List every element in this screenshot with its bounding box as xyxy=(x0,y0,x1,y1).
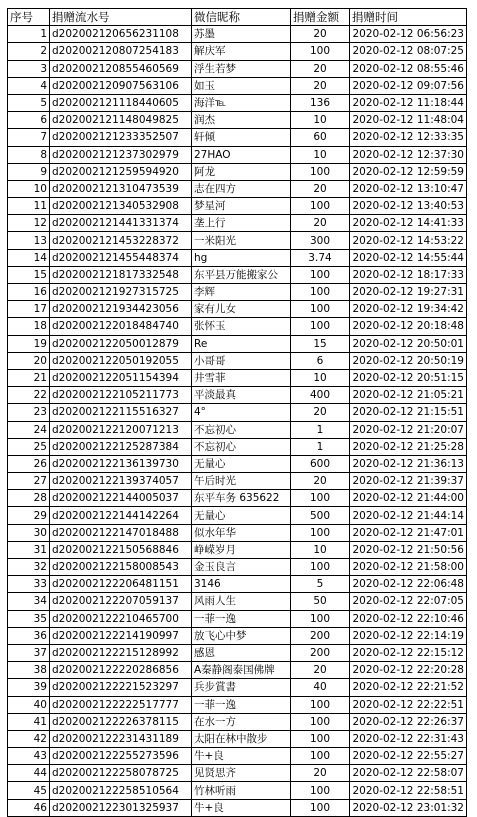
cell-serial: d202002122120071213 xyxy=(50,421,192,438)
cell-time: 2020-02-12 23:01:32 xyxy=(350,799,467,816)
cell-amount: 20 xyxy=(291,60,350,77)
cell-time: 2020-02-12 20:50:19 xyxy=(350,352,467,369)
cell-nickname: 3146 xyxy=(192,576,291,593)
cell-time: 2020-02-12 13:10:47 xyxy=(350,180,467,197)
cell-serial: d202002122144005037 xyxy=(50,490,192,507)
cell-time: 2020-02-12 21:50:56 xyxy=(350,541,467,558)
table-row xyxy=(8,473,467,490)
cell-nickname: 无量心 xyxy=(192,455,291,472)
cell-amount: 100 xyxy=(291,799,350,816)
cell-time: 2020-02-12 21:36:13 xyxy=(350,455,467,472)
header-row xyxy=(8,9,467,26)
cell-time: 2020-02-12 22:14:19 xyxy=(350,627,467,644)
cell-serial: d202002122105211773 xyxy=(50,387,192,404)
cell-nickname: 不忘初心 xyxy=(192,421,291,438)
cell-serial: d202002122255273596 xyxy=(50,748,192,765)
cell-time: 2020-02-12 22:26:37 xyxy=(350,713,467,730)
table-row xyxy=(8,541,467,558)
header-time: 捐赠时间 xyxy=(350,9,467,26)
cell-nickname: 梦星河 xyxy=(192,198,291,215)
cell-serial: d202002121233352507 xyxy=(50,129,192,146)
cell-serial: d202002122136139730 xyxy=(50,455,192,472)
table-row xyxy=(8,782,467,799)
cell-amount: 20 xyxy=(291,473,350,490)
cell-time: 2020-02-12 18:17:33 xyxy=(350,266,467,283)
cell-time: 2020-02-12 08:55:46 xyxy=(350,60,467,77)
cell-seq: 43 xyxy=(8,748,50,765)
cell-seq: 28 xyxy=(8,490,50,507)
table-row xyxy=(8,163,467,180)
table-row xyxy=(8,696,467,713)
cell-time: 2020-02-12 12:37:30 xyxy=(350,146,467,163)
cell-nickname: 如玉 xyxy=(192,77,291,94)
cell-seq: 30 xyxy=(8,524,50,541)
cell-nickname: 一菲一逸 xyxy=(192,696,291,713)
cell-serial: d202002122158008543 xyxy=(50,559,192,576)
cell-time: 2020-02-12 22:07:05 xyxy=(350,593,467,610)
cell-seq: 23 xyxy=(8,404,50,421)
cell-nickname: 一菲一逸 xyxy=(192,610,291,627)
cell-serial: d202002122221523297 xyxy=(50,679,192,696)
cell-amount: 1 xyxy=(291,421,350,438)
cell-amount: 10 xyxy=(291,369,350,386)
cell-time: 2020-02-12 22:20:28 xyxy=(350,662,467,679)
cell-time: 2020-02-12 12:33:35 xyxy=(350,129,467,146)
table-row xyxy=(8,507,467,524)
cell-serial: d202002122139374057 xyxy=(50,473,192,490)
cell-time: 2020-02-12 20:50:01 xyxy=(350,335,467,352)
table-row xyxy=(8,112,467,129)
cell-serial: d202002121441331374 xyxy=(50,215,192,232)
cell-amount: 100 xyxy=(291,301,350,318)
cell-seq: 9 xyxy=(8,163,50,180)
cell-serial: d202002121934423056 xyxy=(50,301,192,318)
cell-seq: 33 xyxy=(8,576,50,593)
cell-amount: 100 xyxy=(291,163,350,180)
cell-time: 2020-02-12 22:31:43 xyxy=(350,730,467,747)
cell-nickname: 海洋℡ xyxy=(192,94,291,111)
table-row xyxy=(8,352,467,369)
cell-seq: 37 xyxy=(8,644,50,661)
cell-time: 2020-02-12 19:27:31 xyxy=(350,284,467,301)
table-row xyxy=(8,713,467,730)
cell-serial: d202002122144142264 xyxy=(50,507,192,524)
cell-seq: 12 xyxy=(8,215,50,232)
cell-seq: 40 xyxy=(8,696,50,713)
cell-amount: 100 xyxy=(291,559,350,576)
cell-time: 2020-02-12 06:56:23 xyxy=(350,26,467,43)
cell-time: 2020-02-12 21:20:07 xyxy=(350,421,467,438)
cell-serial: d202002121237302979 xyxy=(50,146,192,163)
cell-time: 2020-02-12 22:22:51 xyxy=(350,696,467,713)
cell-serial: d202002121148049825 xyxy=(50,112,192,129)
table-row xyxy=(8,730,467,747)
table-row xyxy=(8,26,467,43)
cell-seq: 25 xyxy=(8,438,50,455)
table-row xyxy=(8,610,467,627)
cell-serial: d202002122222517777 xyxy=(50,696,192,713)
table-row xyxy=(8,799,467,816)
table-row xyxy=(8,94,467,111)
cell-amount: 10 xyxy=(291,146,350,163)
cell-nickname: 见贤思齐 xyxy=(192,765,291,782)
table-row xyxy=(8,679,467,696)
table-row xyxy=(8,369,467,386)
cell-serial: d202002121927315725 xyxy=(50,284,192,301)
cell-amount: 20 xyxy=(291,215,350,232)
cell-serial: d202002120907563106 xyxy=(50,77,192,94)
cell-amount: 100 xyxy=(291,284,350,301)
table-row xyxy=(8,627,467,644)
table-row xyxy=(8,198,467,215)
cell-time: 2020-02-12 13:40:53 xyxy=(350,198,467,215)
cell-time: 2020-02-12 14:55:44 xyxy=(350,249,467,266)
cell-seq: 8 xyxy=(8,146,50,163)
cell-amount: 100 xyxy=(291,696,350,713)
cell-amount: 15 xyxy=(291,335,350,352)
cell-time: 2020-02-12 22:15:12 xyxy=(350,644,467,661)
cell-nickname: 兵步賞書 xyxy=(192,679,291,696)
header-serial: 捐赠流水号 xyxy=(50,9,192,26)
cell-seq: 15 xyxy=(8,266,50,283)
cell-seq: 18 xyxy=(8,318,50,335)
cell-seq: 14 xyxy=(8,249,50,266)
cell-time: 2020-02-12 21:05:21 xyxy=(350,387,467,404)
cell-seq: 4 xyxy=(8,77,50,94)
cell-serial: d202002121817332548 xyxy=(50,266,192,283)
table-row xyxy=(8,318,467,335)
cell-amount: 1 xyxy=(291,438,350,455)
cell-nickname: 太阳在林中散步 xyxy=(192,730,291,747)
cell-seq: 34 xyxy=(8,593,50,610)
cell-seq: 13 xyxy=(8,232,50,249)
cell-nickname: 小哥哥 xyxy=(192,352,291,369)
cell-nickname: 牛+良 xyxy=(192,799,291,816)
table-row xyxy=(8,335,467,352)
cell-time: 2020-02-12 21:39:37 xyxy=(350,473,467,490)
cell-seq: 44 xyxy=(8,765,50,782)
table-row xyxy=(8,60,467,77)
cell-seq: 42 xyxy=(8,730,50,747)
cell-amount: 100 xyxy=(291,524,350,541)
cell-seq: 10 xyxy=(8,180,50,197)
cell-seq: 46 xyxy=(8,799,50,816)
cell-seq: 19 xyxy=(8,335,50,352)
cell-serial: d202002122301325937 xyxy=(50,799,192,816)
cell-nickname: 家有儿女 xyxy=(192,301,291,318)
cell-serial: d202002122214190997 xyxy=(50,627,192,644)
cell-seq: 22 xyxy=(8,387,50,404)
cell-time: 2020-02-12 21:44:00 xyxy=(350,490,467,507)
cell-amount: 500 xyxy=(291,507,350,524)
cell-time: 2020-02-12 21:25:28 xyxy=(350,438,467,455)
cell-nickname: 27HAO xyxy=(192,146,291,163)
table-row xyxy=(8,576,467,593)
header-nickname: 微信昵称 xyxy=(192,9,291,26)
table-row xyxy=(8,644,467,661)
cell-amount: 100 xyxy=(291,610,350,627)
cell-seq: 31 xyxy=(8,541,50,558)
cell-serial: d202002120656231108 xyxy=(50,26,192,43)
cell-amount: 3.74 xyxy=(291,249,350,266)
table-row xyxy=(8,662,467,679)
cell-time: 2020-02-12 14:53:22 xyxy=(350,232,467,249)
cell-nickname: 放飞心中梦 xyxy=(192,627,291,644)
table-row xyxy=(8,43,467,60)
cell-serial: d202002120855460569 xyxy=(50,60,192,77)
table-row xyxy=(8,180,467,197)
cell-seq: 27 xyxy=(8,473,50,490)
cell-nickname: 平淡最真 xyxy=(192,387,291,404)
cell-time: 2020-02-12 11:48:04 xyxy=(350,112,467,129)
cell-time: 2020-02-12 22:06:48 xyxy=(350,576,467,593)
cell-nickname: 志在四方 xyxy=(192,180,291,197)
table-row xyxy=(8,129,467,146)
cell-amount: 100 xyxy=(291,748,350,765)
cell-serial: d202002122125287384 xyxy=(50,438,192,455)
cell-time: 2020-02-12 11:18:44 xyxy=(350,94,467,111)
cell-amount: 10 xyxy=(291,112,350,129)
table-row xyxy=(8,748,467,765)
table-row xyxy=(8,301,467,318)
cell-serial: d202002122206481151 xyxy=(50,576,192,593)
cell-time: 2020-02-12 22:58:07 xyxy=(350,765,467,782)
table-row xyxy=(8,266,467,283)
cell-time: 2020-02-12 21:47:01 xyxy=(350,524,467,541)
cell-seq: 41 xyxy=(8,713,50,730)
cell-nickname: 似水年华 xyxy=(192,524,291,541)
table-row xyxy=(8,232,467,249)
cell-serial: d202002122210465700 xyxy=(50,610,192,627)
table-row xyxy=(8,524,467,541)
cell-serial: d202002122220286856 xyxy=(50,662,192,679)
cell-time: 2020-02-12 12:59:59 xyxy=(350,163,467,180)
cell-amount: 300 xyxy=(291,232,350,249)
table-row xyxy=(8,421,467,438)
table-row xyxy=(8,490,467,507)
cell-amount: 20 xyxy=(291,77,350,94)
table-row xyxy=(8,284,467,301)
cell-time: 2020-02-12 22:55:27 xyxy=(350,748,467,765)
table-row xyxy=(8,77,467,94)
table-body xyxy=(8,26,467,817)
header-seq: 序号 xyxy=(8,9,50,26)
cell-seq: 39 xyxy=(8,679,50,696)
cell-nickname: 风雨人生 xyxy=(192,593,291,610)
cell-amount: 60 xyxy=(291,129,350,146)
cell-seq: 2 xyxy=(8,43,50,60)
cell-amount: 20 xyxy=(291,26,350,43)
cell-amount: 50 xyxy=(291,593,350,610)
cell-amount: 40 xyxy=(291,679,350,696)
cell-serial: d202002122150568846 xyxy=(50,541,192,558)
cell-nickname: 东平县万能搬家公 xyxy=(192,266,291,283)
cell-nickname: 竹林听雨 xyxy=(192,782,291,799)
header-amount: 捐赠金额 xyxy=(291,9,350,26)
cell-serial: d202002122258510564 xyxy=(50,782,192,799)
cell-seq: 1 xyxy=(8,26,50,43)
cell-seq: 35 xyxy=(8,610,50,627)
cell-nickname: 在水一方 xyxy=(192,713,291,730)
cell-seq: 16 xyxy=(8,284,50,301)
cell-nickname: 阿龙 xyxy=(192,163,291,180)
cell-seq: 5 xyxy=(8,94,50,111)
table-row xyxy=(8,438,467,455)
cell-seq: 45 xyxy=(8,782,50,799)
cell-nickname: 轩倾 xyxy=(192,129,291,146)
cell-nickname: 垄上行 xyxy=(192,215,291,232)
cell-nickname: A秦静阁泰国佛牌 xyxy=(192,662,291,679)
cell-amount: 600 xyxy=(291,455,350,472)
cell-nickname: 东平车务 635622 xyxy=(192,490,291,507)
cell-nickname: 4° xyxy=(192,404,291,421)
cell-seq: 11 xyxy=(8,198,50,215)
cell-nickname: hg xyxy=(192,249,291,266)
cell-amount: 20 xyxy=(291,404,350,421)
table-row xyxy=(8,387,467,404)
cell-nickname: 一米阳光 xyxy=(192,232,291,249)
cell-nickname: 无量心 xyxy=(192,507,291,524)
cell-amount: 10 xyxy=(291,541,350,558)
cell-seq: 3 xyxy=(8,60,50,77)
table-row xyxy=(8,593,467,610)
cell-amount: 6 xyxy=(291,352,350,369)
table-row xyxy=(8,249,467,266)
cell-time: 2020-02-12 20:18:48 xyxy=(350,318,467,335)
donation-table xyxy=(7,8,467,817)
cell-serial: d202002121453228372 xyxy=(50,232,192,249)
cell-amount: 20 xyxy=(291,765,350,782)
cell-serial: d202002121259594920 xyxy=(50,163,192,180)
cell-amount: 100 xyxy=(291,318,350,335)
cell-time: 2020-02-12 19:34:42 xyxy=(350,301,467,318)
cell-seq: 17 xyxy=(8,301,50,318)
cell-serial: d202002120807254183 xyxy=(50,43,192,60)
cell-amount: 100 xyxy=(291,782,350,799)
cell-amount: 100 xyxy=(291,713,350,730)
cell-time: 2020-02-12 22:21:52 xyxy=(350,679,467,696)
cell-nickname: 午后时光 xyxy=(192,473,291,490)
cell-amount: 5 xyxy=(291,576,350,593)
cell-seq: 32 xyxy=(8,559,50,576)
table-row xyxy=(8,215,467,232)
cell-nickname: Re xyxy=(192,335,291,352)
cell-serial: d202002122258078725 xyxy=(50,765,192,782)
cell-nickname: 井雪菲 xyxy=(192,369,291,386)
cell-amount: 20 xyxy=(291,180,350,197)
cell-amount: 100 xyxy=(291,266,350,283)
cell-seq: 6 xyxy=(8,112,50,129)
table-row xyxy=(8,455,467,472)
cell-seq: 24 xyxy=(8,421,50,438)
cell-nickname: 峥嵘岁月 xyxy=(192,541,291,558)
cell-time: 2020-02-12 14:41:33 xyxy=(350,215,467,232)
cell-amount: 100 xyxy=(291,490,350,507)
cell-serial: d202002121118440605 xyxy=(50,94,192,111)
cell-time: 2020-02-12 21:15:51 xyxy=(350,404,467,421)
cell-serial: d202002122050012879 xyxy=(50,335,192,352)
cell-time: 2020-02-12 21:58:00 xyxy=(350,559,467,576)
cell-serial: d202002122226378115 xyxy=(50,713,192,730)
cell-serial: d202002121340532908 xyxy=(50,198,192,215)
cell-time: 2020-02-12 20:51:15 xyxy=(350,369,467,386)
cell-time: 2020-02-12 22:10:46 xyxy=(350,610,467,627)
cell-seq: 7 xyxy=(8,129,50,146)
cell-serial: d202002122147018488 xyxy=(50,524,192,541)
cell-time: 2020-02-12 08:07:25 xyxy=(350,43,467,60)
cell-time: 2020-02-12 22:58:51 xyxy=(350,782,467,799)
cell-nickname: 牛+良 xyxy=(192,748,291,765)
cell-amount: 136 xyxy=(291,94,350,111)
cell-nickname: 解庆军 xyxy=(192,43,291,60)
cell-amount: 100 xyxy=(291,43,350,60)
cell-seq: 26 xyxy=(8,455,50,472)
cell-amount: 20 xyxy=(291,662,350,679)
cell-serial: d202002122231431189 xyxy=(50,730,192,747)
cell-amount: 200 xyxy=(291,644,350,661)
cell-seq: 20 xyxy=(8,352,50,369)
cell-serial: d202002121455448374 xyxy=(50,249,192,266)
cell-amount: 400 xyxy=(291,387,350,404)
cell-nickname: 润杰 xyxy=(192,112,291,129)
cell-time: 2020-02-12 09:07:56 xyxy=(350,77,467,94)
table-row xyxy=(8,146,467,163)
cell-serial: d202002122050192055 xyxy=(50,352,192,369)
cell-serial: d202002122207059137 xyxy=(50,593,192,610)
cell-serial: d202002121310473539 xyxy=(50,180,192,197)
cell-nickname: 感恩 xyxy=(192,644,291,661)
cell-nickname: 李辉 xyxy=(192,284,291,301)
cell-amount: 100 xyxy=(291,730,350,747)
cell-serial: d202002122018484740 xyxy=(50,318,192,335)
cell-nickname: 金玉良言 xyxy=(192,559,291,576)
cell-seq: 38 xyxy=(8,662,50,679)
cell-amount: 100 xyxy=(291,198,350,215)
cell-serial: d202002122051154394 xyxy=(50,369,192,386)
cell-nickname: 不忘初心 xyxy=(192,438,291,455)
donation-sheet xyxy=(7,8,467,817)
cell-time: 2020-02-12 21:44:14 xyxy=(350,507,467,524)
cell-nickname: 张怀玉 xyxy=(192,318,291,335)
cell-seq: 29 xyxy=(8,507,50,524)
cell-serial: d202002122115516327 xyxy=(50,404,192,421)
table-row xyxy=(8,404,467,421)
cell-nickname: 浮生若梦 xyxy=(192,60,291,77)
cell-amount: 200 xyxy=(291,627,350,644)
cell-seq: 21 xyxy=(8,369,50,386)
table-row xyxy=(8,765,467,782)
cell-seq: 36 xyxy=(8,627,50,644)
cell-serial: d202002122215128992 xyxy=(50,644,192,661)
cell-nickname: 苏墨 xyxy=(192,26,291,43)
table-row xyxy=(8,559,467,576)
